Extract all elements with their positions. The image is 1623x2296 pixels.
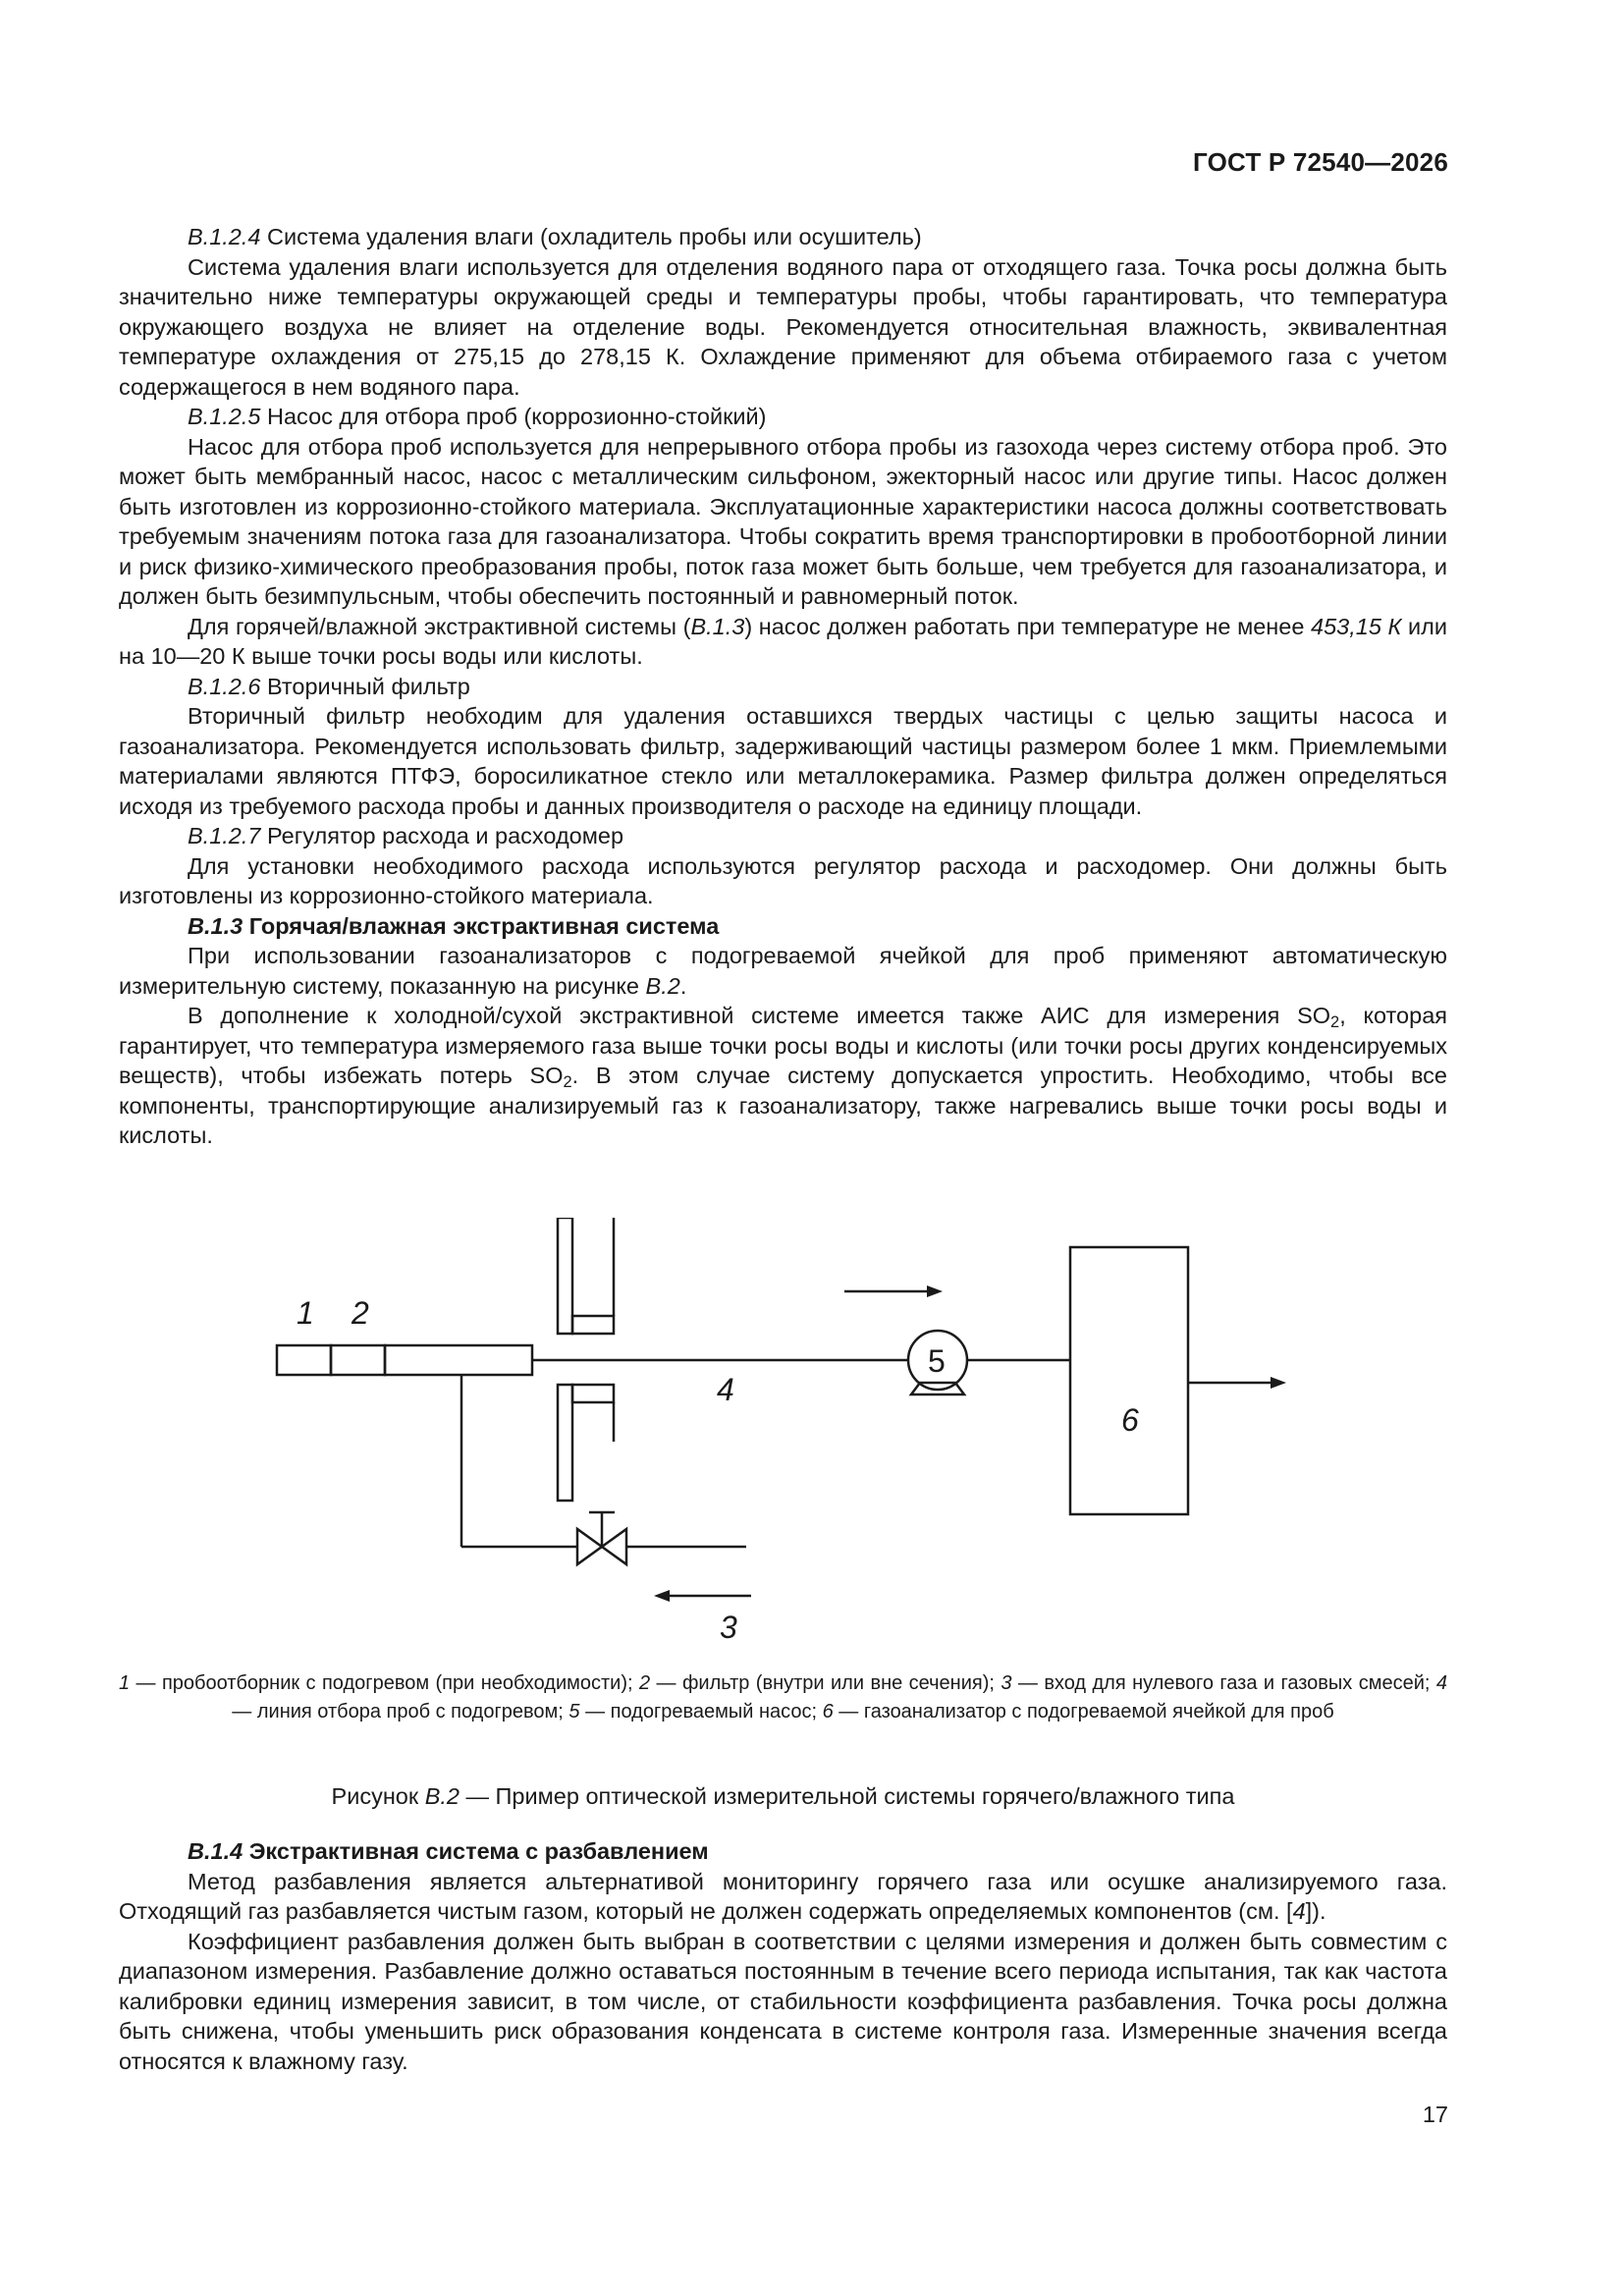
- label-2: 2: [352, 1295, 369, 1331]
- section-number: В.1.2.7: [188, 823, 261, 848]
- text-run: При использовании газоанализаторов с подогреваемой ячейкой для проб применяют автоматическую измерительную систему, показанную на рисунке: [119, 943, 1447, 999]
- heading-b126: [119, 672, 1447, 702]
- duct-flange-upper: [572, 1316, 614, 1334]
- caption-text: Рисунок: [331, 1783, 425, 1809]
- flow-arrowhead: [927, 1285, 943, 1297]
- legend-number: 2: [638, 1672, 651, 1694]
- value: 453,15 К: [1311, 613, 1402, 639]
- legend-text: — подогреваемый насос;: [579, 1701, 823, 1722]
- section-number: В.1.2.4: [188, 224, 261, 249]
- legend-text: — фильтр (внутри или вне сечения);: [650, 1672, 1001, 1694]
- text-run: В дополнение к холодной/сухой экстрактивной системе имеется также АИС для измерения SO: [188, 1003, 1331, 1028]
- figure-b2-diagram: [265, 1218, 1306, 1660]
- probe-segment-1: [277, 1345, 331, 1375]
- figure-caption: [119, 1783, 1447, 1810]
- body-text: [119, 222, 1447, 1151]
- caption-ref: В.2: [424, 1783, 460, 1809]
- section-title: Система удаления влаги (охладитель пробы или осушитель): [260, 224, 922, 249]
- paragraph: Насос для отбора проб используется для непрерывного отбора пробы из газохода через систему отбора проб. Это может быть мембранный насос, насос с металлическим сильфоном, эжекторный насос или другие типы. Насос должен быть изготовлен из коррозионно-стойкого материала. Эксплуатационные характеристики насоса должны соответствовать требуемым значениям потока газа для газоанализатора. Чтобы сократить время транспортировки в пробоотборной линии и риск физико-химического преобразования пробы, поток газа может быть больше, чем требуется для газоанализатора, и должен быть безимпульсным, чтобы обеспечить постоянный и равномерный поток.: [119, 433, 1447, 609]
- legend-text: — линия отбора проб с подогревом;: [232, 1701, 569, 1722]
- paragraph: [119, 612, 1447, 672]
- subscript: 2: [563, 1073, 572, 1092]
- legend-number: 5: [568, 1701, 580, 1722]
- text-run: ) насос должен работать при температуре не менее: [744, 613, 1312, 639]
- heading-b125: [119, 402, 1447, 432]
- text-run: Метод разбавления является альтернативой мониторингу горячего газа или осушке анализируемого газа. Отходящий газ разбавляется чистым газом, который не должен содержать определяемых компонентов (см. [: [119, 1868, 1447, 1924]
- probe-segment-3: [385, 1345, 532, 1375]
- analyzer-box: [1070, 1247, 1188, 1514]
- section-title: Горячая/влажная экстрактивная система: [243, 912, 720, 939]
- legend-number: 3: [1001, 1672, 1012, 1694]
- paragraph: Вторичный фильтр необходим для удаления оставшихся твердых частицы с целью защиты насоса и газоанализатора. Рекомендуется использовать фильтр, задерживающий частицы размером более 1 мкм. Приемлемыми материалами являются ПТФЭ, боросиликатное стекло или металлокерамика. Размер фильтра должен определяться исходя из требуемого расхода пробы и данных производителя о расходе на единицу площади.: [119, 703, 1447, 819]
- label-5: 5: [928, 1343, 946, 1379]
- probe-segment-2: [331, 1345, 385, 1375]
- outlet-arrowhead: [1271, 1377, 1286, 1389]
- text-run: ]).: [1305, 1898, 1326, 1924]
- label-1: 1: [297, 1295, 314, 1331]
- section-number: В.1.2.6: [188, 673, 261, 699]
- section-number: В.1.3: [188, 912, 243, 939]
- text-run: . В этом случае систему допускается упростить. Необходимо, чтобы все компоненты, транспортирующие анализируемый газ к газоанализатору, также нагревались выше точки росы воды и кислоты.: [119, 1063, 1447, 1148]
- figure-legend: [119, 1669, 1447, 1726]
- heading-b124: [119, 222, 1447, 252]
- paragraph: [119, 1867, 1447, 1927]
- heading-b127: [119, 821, 1447, 851]
- section-title: Насос для отбора проб (коррозионно-стойкий): [260, 404, 767, 429]
- cross-reference: В.2: [645, 972, 680, 999]
- valve-right: [602, 1529, 626, 1564]
- label-3: 3: [720, 1610, 737, 1645]
- text-run: или на 10—20 К выше точки росы воды или кислоты.: [119, 613, 1447, 669]
- label-6: 6: [1121, 1402, 1139, 1438]
- section-number: В.1.4: [188, 1838, 243, 1864]
- legend-text: — газоанализатор с подогреваемой ячейкой для проб: [833, 1701, 1334, 1722]
- valve-left: [577, 1529, 602, 1564]
- paragraph: [119, 1001, 1447, 1151]
- section-b14: [119, 1836, 1447, 2076]
- heading-b13: [119, 911, 1447, 942]
- duct-wall-lower: [558, 1385, 572, 1501]
- paragraph: [119, 941, 1447, 1001]
- heading-b14: [119, 1836, 1447, 1867]
- section-title: Экстрактивная система с разбавлением: [243, 1838, 709, 1864]
- section-title: Регулятор расхода и расходомер: [260, 823, 624, 848]
- section-title: Вторичный фильтр: [260, 673, 470, 699]
- duct-wall-upper: [558, 1218, 572, 1334]
- caption-text: — Пример оптической измерительной системы горячего/влажного типа: [459, 1783, 1235, 1809]
- paragraph: Система удаления влаги используется для отделения водяного пара от отходящего газа. Точка росы должна быть значительно ниже температуры окружающей среды и температуры пробы, чтобы гарантировать, что температура окружающего воздуха не влияет на отделение воды. Рекомендуется относительная влажность, эквивалентная температуре охлаждения от 275,15 до 278,15 К. Охлаждение применяют для объема отбираемого газа с учетом содержащегося в нем водяного пара.: [119, 253, 1447, 400]
- text-run: .: [679, 972, 687, 999]
- cross-reference: В.1.3: [690, 613, 745, 639]
- legend-text: — вход для нулевого газа и газовых смесей;: [1011, 1672, 1436, 1694]
- legend-text: — пробоотборник с подогревом (при необходимости);: [130, 1672, 639, 1694]
- subscript: 2: [1330, 1013, 1340, 1032]
- text-run: Для горячей/влажной экстрактивной системы (: [188, 613, 691, 639]
- zero-gas-arrowhead: [654, 1590, 670, 1602]
- citation-ref: 4: [1292, 1898, 1306, 1924]
- legend-number: 1: [119, 1672, 131, 1694]
- legend-number: 6: [822, 1701, 834, 1722]
- paragraph: Для установки необходимого расхода используются регулятор расхода и расходомер. Они должны быть изготовлены из коррозионно-стойкого материала.: [119, 852, 1447, 908]
- legend-number: 4: [1435, 1672, 1447, 1694]
- duct-flange-lower: [572, 1385, 614, 1402]
- page-number: 17: [1422, 2102, 1448, 2127]
- section-number: В.1.2.5: [188, 404, 261, 429]
- document-header: ГОСТ Р 72540—2026: [1193, 147, 1448, 177]
- text-run: , которая гарантирует, что температура измеряемого газа выше точки росы воды и кислоты (или точки росы других конденсируемых веществ), чтобы избежать потерь SO: [119, 1003, 1447, 1088]
- paragraph: Коэффициент разбавления должен быть выбран в соответствии с целями измерения и должен быть совместим с диапазоном измерения. Разбавление должно оставаться постоянным в течение всего периода испытания, так как частота калибровки единиц измерения зависит, в том числе, от стабильности коэффициента разбавления. Точка росы должна быть снижена, чтобы уменьшить риск образования конденсата в системе контроля газа. Измеренные значения всегда относятся к влажному газу.: [119, 1928, 1447, 2074]
- label-4: 4: [717, 1372, 734, 1407]
- diagram-svg: [265, 1218, 1306, 1660]
